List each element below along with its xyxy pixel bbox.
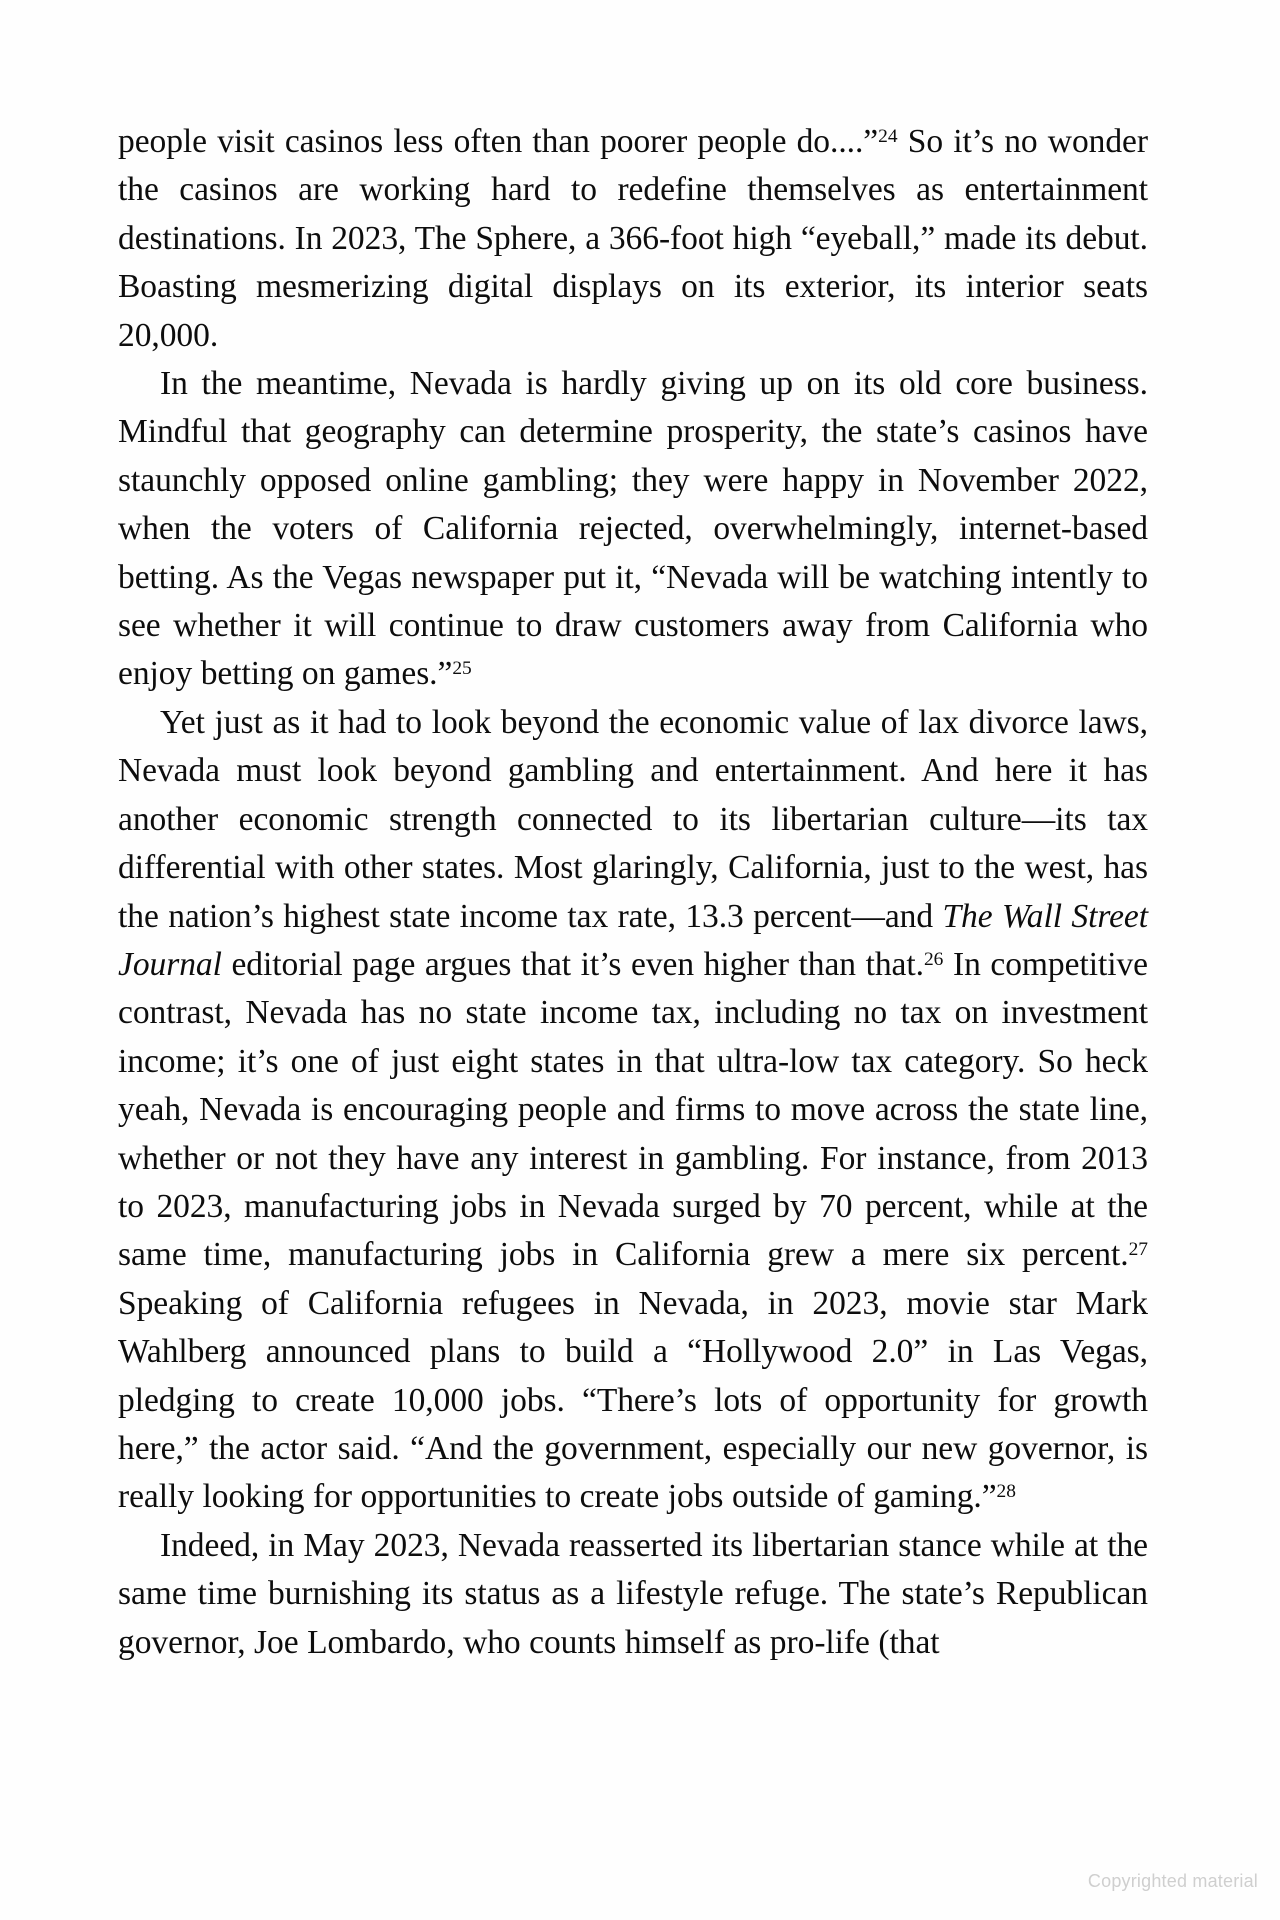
text-run: people visit casinos less often than poorer people do....”	[118, 123, 879, 160]
text-run: In the meantime, Nevada is hardly giving up on its old core business. Mindful that geography can determine prosperity, the state’s casinos have staunchly opposed online gambling; they were happy in November 2022, when the voters of California rejected, overwhelmingly, internet-based betting. As the Vegas newspaper put it, “Nevada will be watching intently to see whether it will continue to draw customers away from California who enjoy betting on games.”	[118, 365, 1148, 693]
paragraph-1	[118, 118, 1148, 360]
footnote-marker-26: 26	[923, 948, 944, 970]
page-text-column	[118, 118, 1148, 1667]
footnote-marker-27: 27	[1128, 1239, 1148, 1261]
footnote-marker-28: 28	[996, 1481, 1016, 1503]
text-run: Speaking of California refugees in Nevada, in 2023, movie star Mark Wahlberg announced plans to build a “Hollywood 2.0” in Las Vegas, pledging to create 10,000 jobs. “There’s lots of opportunity for growth here,” the actor said. “And the government, especially our new governor, is really looking for opportunities to create jobs outside of gaming.”	[118, 1284, 1148, 1516]
italic-publication-title: The Wall Street Journal	[118, 897, 1148, 983]
footnote-marker-24: 24	[878, 125, 898, 147]
text-run: So it’s no wonder the casinos are working hard to redefine themselves as entertainment destinations. In 2023, The Sphere, a 366-foot high “eyeball,” made its debut. Boasting mesmerizing digital displays on its exterior, its interior seats 20,000.	[118, 123, 1148, 354]
text-run: Yet just as it had to look beyond the economic value of lax divorce laws, Nevada must look beyond gambling and entertainment. And here it has another economic strength connected to its libertarian culture—its tax differential with other states. Most glaringly, California, just to the west, has the nation’s highest state income tax rate, 13.3 percent—and	[118, 703, 1148, 935]
text-run: editorial page argues that it’s even higher than that.	[221, 945, 924, 983]
text-run: In competitive contrast, Nevada has no state income tax, including no tax on investment income; it’s one of just eight states in that ultra-low tax category. So heck yeah, Nevada is encouraging people and firms to move across the state line, whether or not they have any interest in gambling. For instance, from 2013 to 2023, manufacturing jobs in Nevada surged by 70 percent, while at the same time, manufacturing jobs in California grew a mere six percent.	[118, 945, 1148, 1274]
paragraph-2	[118, 360, 1148, 699]
text-run: Indeed, in May 2023, Nevada reasserted its libertarian stance while at the same time burnishing its status as a lifestyle refuge. The state’s Republican governor, Joe Lombardo, who counts himself as pro-life (that	[118, 1526, 1148, 1661]
paragraph-4	[118, 1522, 1148, 1667]
copyrighted-material-watermark: Copyrighted material	[1087, 1871, 1258, 1891]
paragraph-3	[118, 699, 1148, 1522]
footnote-marker-25: 25	[452, 658, 472, 680]
